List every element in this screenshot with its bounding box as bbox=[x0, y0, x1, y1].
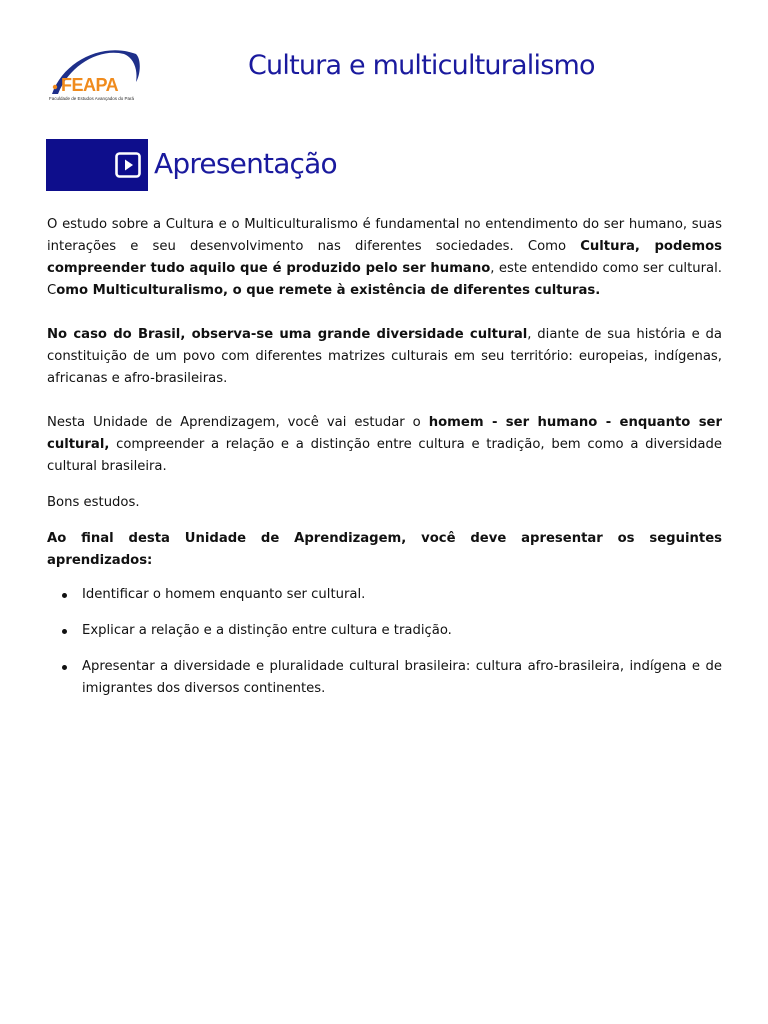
bold-run: omo Multiculturalismo, o que remete à existência de diferentes culturas. bbox=[56, 283, 601, 298]
bullet-icon bbox=[62, 629, 67, 634]
logo-text: FEAPA bbox=[61, 75, 119, 95]
bold-run: No caso do Brasil, observa-se uma grande diversidade cultural bbox=[47, 327, 528, 342]
logo-tagline: Faculdade de Estudos Avançados do Pará bbox=[49, 96, 134, 101]
unit-paragraph bbox=[47, 412, 722, 478]
play-square-icon bbox=[115, 152, 141, 178]
list-item bbox=[47, 584, 722, 606]
objectives-heading bbox=[47, 528, 722, 572]
feapa-logo bbox=[44, 42, 144, 104]
closing-text: Bons estudos. bbox=[47, 495, 140, 510]
document-body bbox=[47, 214, 722, 714]
section-title: Apresentação bbox=[154, 147, 337, 180]
brazil-paragraph bbox=[47, 324, 722, 390]
text-run: compreender a relação e a distinção entre cultura e tradição, bem como a diversidade cultural brasileira. bbox=[47, 437, 722, 474]
list-item-text: Explicar a relação e a distinção entre cultura e tradição. bbox=[82, 623, 452, 638]
text-run: , este entendido como ser cultural. C bbox=[47, 261, 722, 298]
list-item-text: Apresentar a diversidade e pluralidade cultural brasileira: cultura afro-brasileira, indígena e de imigrantes dos diversos continentes. bbox=[82, 659, 722, 696]
text-run: , diante de sua história e da constituição de um povo com diferentes matrizes culturais em seu território: europeias, indígenas, africanas e afro-brasileiras. bbox=[47, 327, 722, 386]
intro-paragraph bbox=[47, 214, 722, 302]
bullet-icon bbox=[62, 665, 67, 670]
list-item bbox=[47, 656, 722, 700]
bold-run: Cultura, podemos compreender tudo aquilo que é produzido pelo ser humano bbox=[47, 239, 722, 276]
bullet-icon bbox=[62, 593, 67, 598]
list-item bbox=[47, 620, 722, 642]
list-item-text: Identificar o homem enquanto ser cultural. bbox=[82, 587, 366, 602]
bold-run: Ao final desta Unidade de Aprendizagem, você deve apresentar os seguintes aprendizados: bbox=[47, 531, 722, 568]
text-run: Nesta Unidade de Aprendizagem, você vai estudar o bbox=[47, 415, 429, 430]
objectives-list bbox=[47, 584, 722, 700]
text-run: O estudo sobre a Cultura e o Multiculturalismo é fundamental no entendimento do ser humano, suas interações e seu desenvolvimento nas diferentes sociedades. Como bbox=[47, 217, 722, 254]
page-title: Cultura e multiculturalismo bbox=[248, 50, 595, 81]
bold-run: homem - ser humano - enquanto ser cultural, bbox=[47, 415, 722, 452]
